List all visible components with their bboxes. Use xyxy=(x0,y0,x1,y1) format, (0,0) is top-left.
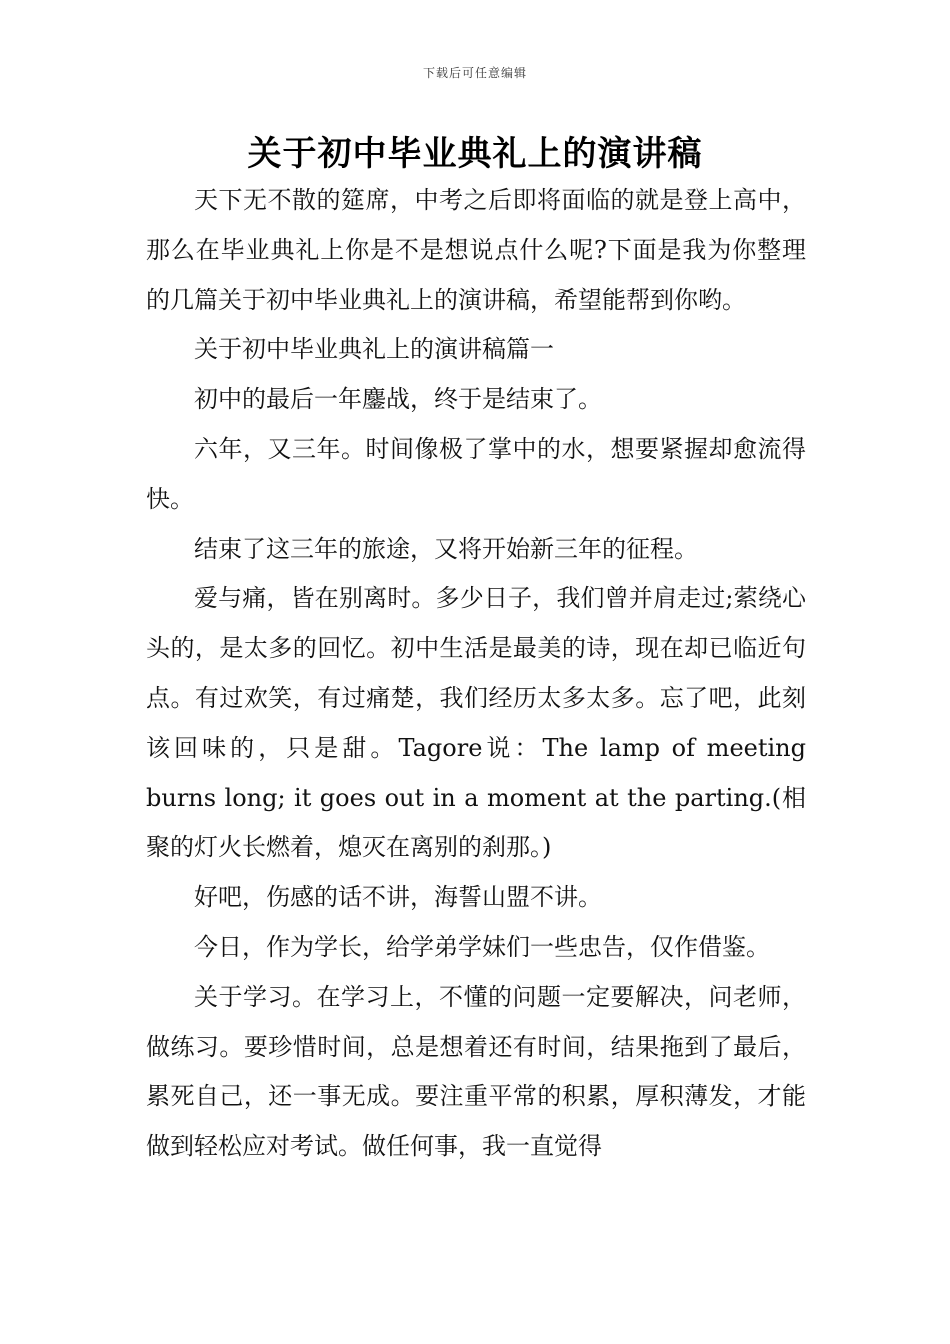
paragraph: 今日，作为学长，给学弟学妹们一些忠告，仅作借鉴。 xyxy=(194,932,770,961)
paragraph: 爱与痛，皆在别离时。多少日子，我们曾并肩走过;萦绕心头的，是太多的回忆。初中生活是最美的诗，现在却已临近句点。有过欢笑，有过痛楚，我们经历太多太多。忘了吧，此刻该回味的，只是甜。Tagore说：The lamp of meeting burns long; it goes out in a moment at the parting.(相聚的灯火长燃着，熄灭在离别的刹那。) xyxy=(146,584,806,862)
paragraph: 六年，又三年。时间像极了掌中的水，想要紧握却愈流得快。 xyxy=(146,434,806,513)
page-header: 下载后可任意编辑 xyxy=(422,66,527,80)
document-body xyxy=(146,176,806,1172)
paragraph: 好吧，伤感的话不讲，海誓山盟不讲。 xyxy=(194,883,602,912)
paragraph: 初中的最后一年鏖战，终于是结束了。 xyxy=(194,385,602,414)
paragraph: 关于学习。在学习上，不懂的问题一定要解决，问老师，做练习。要珍惜时间，总是想着还有时间，结果拖到了最后，累死自己，还一事无成。要注重平常的积累，厚积薄发，才能做到轻松应对考试。做任何事，我一直觉得 xyxy=(146,982,806,1161)
document-title: 关于初中毕业典礼上的演讲稿 xyxy=(247,134,703,174)
paragraph-intro: 天下无不散的筵席，中考之后即将面临的就是登上高中，那么在毕业典礼上你是不是想说点什么呢?下面是我为你整理的几篇关于初中毕业典礼上的演讲稿，希望能帮到你哟。 xyxy=(146,186,806,314)
paragraph-section-heading: 关于初中毕业典礼上的演讲稿篇一 xyxy=(194,335,554,364)
paragraph: 结束了这三年的旅途，又将开始新三年的征程。 xyxy=(194,534,698,563)
